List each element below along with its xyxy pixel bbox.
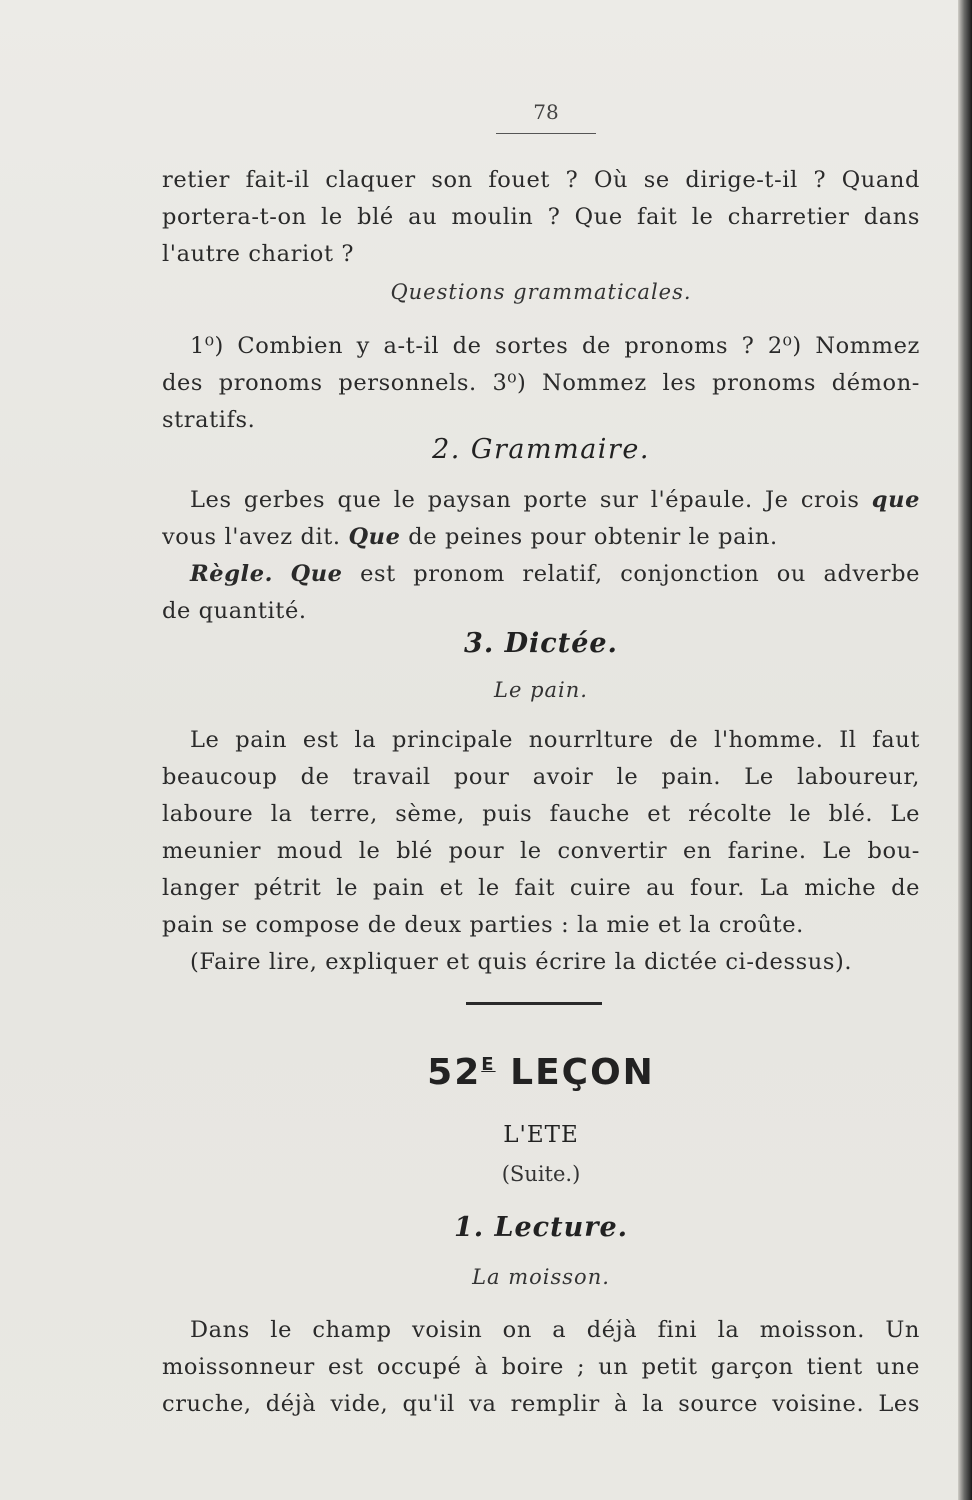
rule-label: Règle. xyxy=(190,561,274,587)
keyword-que: que xyxy=(871,487,920,513)
grammar-questions xyxy=(162,328,920,439)
dictation-heading: 3. Dictée. xyxy=(464,628,618,659)
keyword-que: Que xyxy=(348,524,401,550)
text-line: Dans le champ voisin on a déjà fini la moisson. Un xyxy=(190,1317,920,1343)
page-number: 78 xyxy=(533,100,559,124)
lesson-suffix: E xyxy=(481,1054,496,1075)
text-line: Le pain est la principale nourrlture de l'homme. Il faut xyxy=(190,727,920,753)
text-line: cruche, déjà vide, qu'il va remplir à la source voisine. Les xyxy=(162,1391,920,1417)
text-line: de quantité. xyxy=(162,598,307,624)
text-line: 1⁰) Combien y a-t-il de sortes de pronoms ? 2⁰) Nommez xyxy=(190,333,920,359)
reading-subheading: La moisson. xyxy=(472,1265,610,1289)
text-line: l'autre chariot ? xyxy=(162,241,355,267)
text-line: pain se compose de deux parties : la mie et la croûte. xyxy=(162,912,804,938)
text-line: meunier moud le blé pour le convertir en farine. Le bou- xyxy=(162,838,920,864)
text-line: moissonneur est occupé à boire ; un petit garçon tient une xyxy=(162,1354,920,1380)
dictation-subheading: Le pain. xyxy=(494,678,588,702)
lesson-number: 52 xyxy=(427,1052,482,1093)
text-line: des pronoms personnels. 3⁰) Nommez les pronoms démon- xyxy=(162,370,920,396)
reading-text xyxy=(162,1312,920,1423)
example-text: de peines pour obtenir le pain. xyxy=(408,524,778,550)
keyword-que: Que xyxy=(290,561,343,587)
grammar-examples xyxy=(162,482,920,630)
text-line: beaucoup de travail pour avoir le pain. Le laboureur, xyxy=(162,764,920,790)
page-number-rule xyxy=(496,133,596,134)
text-line: stratifs. xyxy=(162,407,256,433)
dictation-text xyxy=(162,722,920,981)
text-line: portera-t-on le blé au moulin ? Que fait le charretier dans xyxy=(162,204,920,230)
example-text: vous l'avez dit. xyxy=(162,524,341,550)
example-text: Les gerbes que le paysan porte sur l'épaule. Je crois xyxy=(190,487,860,513)
questions-heading: Questions grammaticales. xyxy=(390,280,692,304)
text-line xyxy=(162,519,920,556)
lesson-suite: (Suite.) xyxy=(501,1162,581,1186)
lesson-word: LEÇON xyxy=(510,1052,655,1093)
dictation-instruction: (Faire lire, expliquer et quis écrire la dictée ci-dessus). xyxy=(190,949,853,975)
text-line xyxy=(162,482,920,519)
page-binding-edge xyxy=(958,0,972,1500)
lesson-topic: L'ETE xyxy=(503,1122,579,1148)
text-line: retier fait-il claquer son fouet ? Où se dirige-t-il ? Quand xyxy=(162,167,920,193)
section-divider xyxy=(466,1002,602,1005)
text-line: langer pétrit le pain et le fait cuire au four. La miche de xyxy=(162,875,920,901)
text-line: laboure la terre, sème, puis fauche et récolte le blé. Le xyxy=(162,801,920,827)
intro-questions xyxy=(162,162,920,273)
rule-line xyxy=(162,556,920,593)
grammar-heading: 2. Grammaire. xyxy=(432,434,650,465)
reading-heading: 1. Lecture. xyxy=(453,1212,629,1243)
rule-text: est pronom relatif, conjonction ou adverbe xyxy=(360,561,920,587)
lesson-title xyxy=(162,1052,920,1093)
